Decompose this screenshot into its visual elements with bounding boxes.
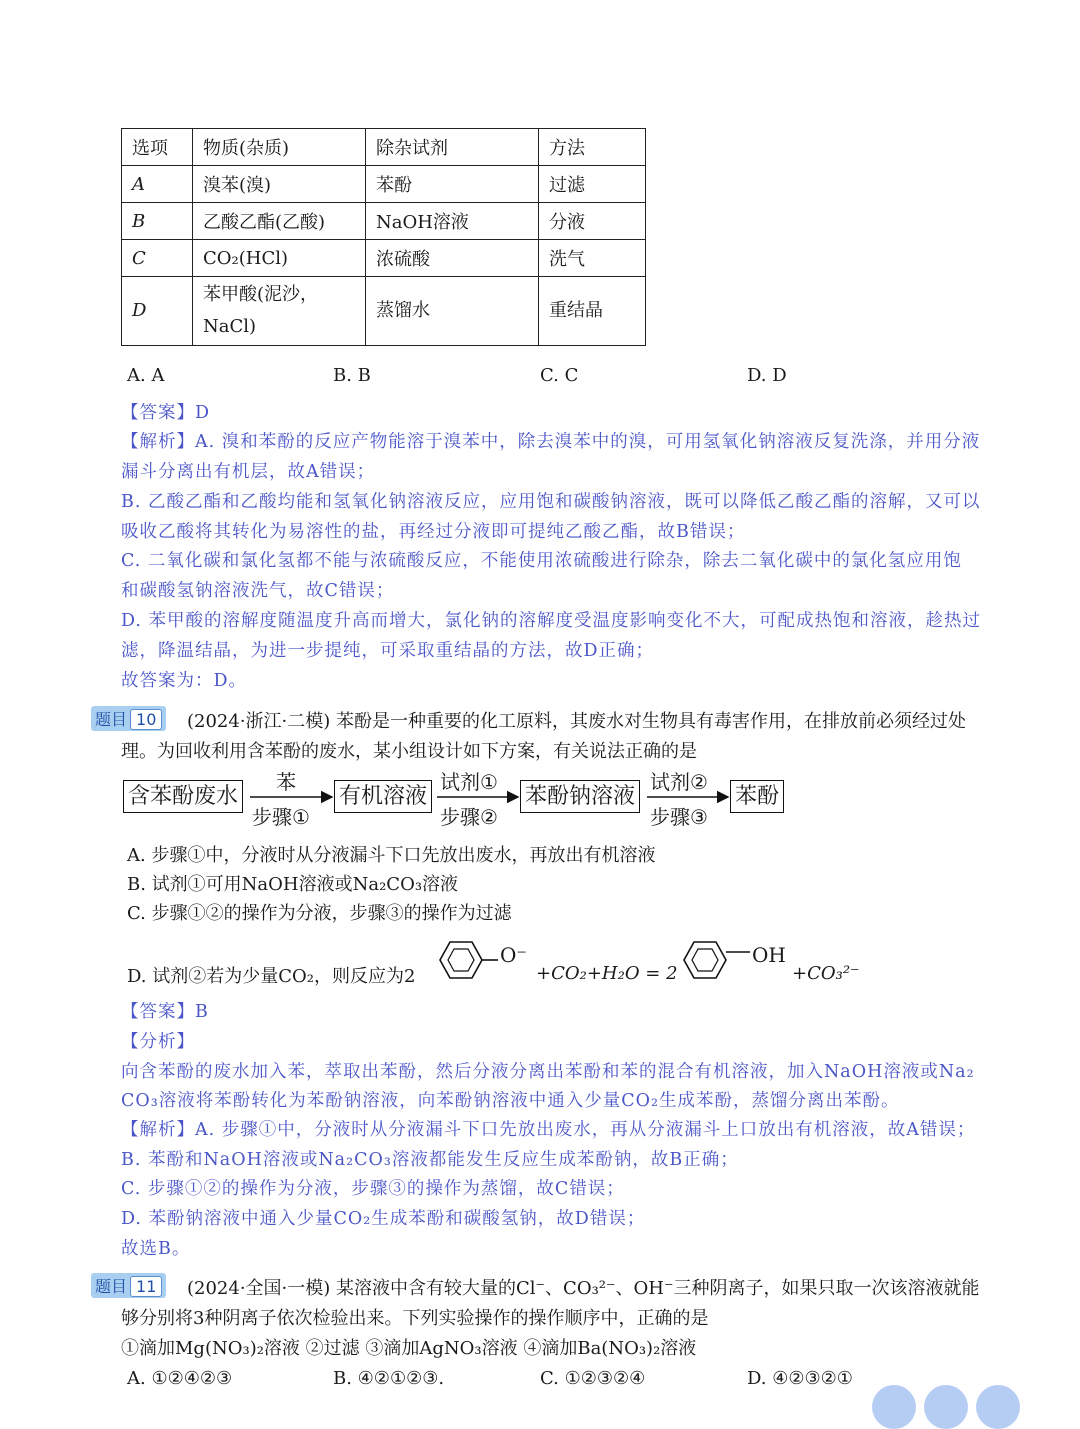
flow-box: 有机溶液	[334, 780, 432, 813]
table-cell: CO₂(HCl)	[193, 240, 366, 277]
choice-b: B. ④②①②③.	[333, 1368, 445, 1389]
table-cell: 过滤	[539, 166, 646, 203]
equation-middle: +CO₂+H₂O = 2	[536, 963, 678, 984]
flow-label-below: 步骤③	[650, 805, 708, 829]
analysis-line: C. 二氧化碳和氯化氢都不能与浓硫酸反应，不能使用浓硫酸进行除杂，除去二氧化碳中的氯化氢应用饱	[121, 551, 962, 571]
table-cell: 浓硫酸	[366, 240, 539, 277]
table-cell: B	[122, 203, 193, 240]
answer: 【答案】D	[121, 403, 211, 423]
analysis-line: B. 苯酚和NaOH溶液或Na₂CO₃溶液都能发生反应生成苯酚钠，故B正确；	[121, 1150, 739, 1170]
question-tag-label: 题目	[95, 710, 128, 729]
question-text: (2024·全国·一模) 某溶液中含有较大量的Cl⁻、CO₃²⁻、OH⁻三种阴离子，如果只取一次该溶液就能	[187, 1278, 980, 1299]
table-header: 选项	[122, 129, 193, 166]
phenoxide-ring	[428, 927, 498, 993]
analysis-line: 和碳酸氢钠溶液洗气，故C错误；	[121, 581, 395, 601]
table-cell: 乙酸乙酯(乙酸)	[193, 203, 366, 240]
analysis-line: D. 苯酚钠溶液中通入少量CO₂生成苯酚和碳酸氢钠，故D错误；	[121, 1209, 646, 1229]
o-minus-label: O⁻	[500, 943, 527, 967]
table-cell: NaOH溶液	[366, 203, 539, 240]
analysis-line: 滤，降温结晶，为进一步提纯，可采取重结晶的方法，故D正确；	[121, 641, 655, 661]
question-text: (2024·浙江·二模) 苯酚是一种重要的化工原料，其废水对生物具有毒害作用，在排放前必须经过处	[187, 711, 967, 732]
table-cell: 溴苯(溴)	[193, 166, 366, 203]
table-cell: D	[122, 277, 193, 346]
table-header: 物质(杂质)	[193, 129, 366, 166]
question-tag-label: 题目	[95, 1277, 128, 1296]
flow-box: 苯酚	[730, 780, 784, 813]
table-cell: C	[122, 240, 193, 277]
table-cell: 苯甲酸(泥沙，NaCl)	[193, 277, 366, 346]
question-number: 10	[130, 709, 162, 730]
choice-c: C. ①②③②④	[540, 1368, 646, 1389]
analysis-line: 【解析】A. 步骤①中，分液时从分液漏斗下口先放出废水，再从分液漏斗上口放出有机溶液，故A错误；	[121, 1120, 976, 1140]
fenxi-line: 向含苯酚的废水加入苯，萃取出苯酚，然后分液分离出苯酚和苯的混合有机溶液，加入NaOH溶液或Na₂	[121, 1062, 975, 1082]
choice-d: D. D	[747, 365, 787, 386]
choice-c: C. 步骤①②的操作为分液，步骤③的操作为过滤	[127, 903, 512, 924]
table-cell: 洗气	[539, 240, 646, 277]
flow-label-above: 试剂②	[650, 770, 708, 794]
choice-a: A. 步骤①中，分液时从分液漏斗下口先放出废水，再放出有机溶液	[127, 845, 656, 866]
table-cell: 苯酚	[366, 166, 539, 203]
flow-box: 苯酚钠溶液	[520, 780, 640, 813]
analysis-line: 故选B。	[121, 1239, 191, 1259]
analysis-line: D. 苯甲酸的溶解度随温度升高而增大，氯化钠的溶解度受温度影响变化不大，可配成热饱和溶液，趁热过	[121, 611, 982, 631]
fenxi-label: 【分析】	[121, 1032, 195, 1052]
flow-label-above: 试剂①	[440, 770, 498, 794]
choice-d: D. 试剂②若为少量CO₂，则反应为2	[127, 966, 416, 987]
decor-circle	[976, 1385, 1020, 1429]
analysis-line: B. 乙酸乙酯和乙酸均能和氢氧化钠溶液反应，应用饱和碳酸钠溶液，既可以降低乙酸乙酯的溶解，又可以	[121, 492, 981, 512]
choice-c: C. C	[540, 365, 579, 386]
analysis-line: 漏斗分离出有机层，故A错误；	[121, 462, 376, 482]
fenxi-line: CO₃溶液将苯酚转化为苯酚钠溶液，向苯酚钠溶液中通入少量CO₂生成苯酚，蒸馏分离出苯酚。	[121, 1091, 900, 1111]
answer: 【答案】B	[121, 1002, 209, 1022]
flow-label-below: 步骤②	[440, 805, 498, 829]
analysis-line: 吸收乙酸将其转化为易溶性的盐，再经过分液即可提纯乙酸乙酯，故B错误；	[121, 522, 746, 542]
table-cell: 蒸馏水	[366, 277, 539, 346]
question-text: ①滴加Mg(NO₃)₂溶液 ②过滤 ③滴加AgNO₃溶液 ④滴加Ba(NO₃)₂溶液	[121, 1338, 697, 1359]
choice-d: D. ④②③②①	[747, 1368, 853, 1389]
table-cell: 分液	[539, 203, 646, 240]
analysis-line: C. 步骤①②的操作为分液，步骤③的操作为蒸馏，故C错误；	[121, 1179, 625, 1199]
question-text: 够分别将3种阴离子依次检验出来。下列实验操作的操作顺序中，正确的是	[121, 1308, 709, 1329]
analysis-line: 【解析】A. 溴和苯酚的反应产物能溶于溴苯中，除去溴苯中的溴，可用氢氧化钠溶液反复洗涤，并用分液	[121, 432, 981, 452]
question-text: 理。为回收利用含苯酚的废水，某小组设计如下方案，有关说法正确的是	[121, 741, 697, 762]
table-cell: A	[122, 166, 193, 203]
table-header: 除杂试剂	[366, 129, 539, 166]
equation-end: +CO₃²⁻	[792, 963, 860, 984]
question-tag	[91, 1273, 166, 1298]
choice-b: B. 试剂①可用NaOH溶液或Na₂CO₃溶液	[127, 874, 459, 895]
decor-circle	[924, 1385, 968, 1429]
decor-circle	[872, 1385, 916, 1429]
analysis-line: 故答案为：D。	[121, 671, 248, 691]
choice-a: A. A	[127, 365, 165, 386]
choice-b: B. B	[333, 365, 371, 386]
flow-label-above: 苯	[276, 770, 296, 794]
oh-label: OH	[752, 943, 786, 967]
choice-a: A. ①②④②③	[127, 1368, 233, 1389]
table-header: 方法	[539, 129, 646, 166]
table-cell: 重结晶	[539, 277, 646, 346]
phenol-ring	[672, 927, 752, 993]
question-number: 11	[130, 1276, 162, 1297]
flow-box: 含苯酚废水	[123, 780, 243, 813]
flow-label-below: 步骤①	[252, 805, 310, 829]
